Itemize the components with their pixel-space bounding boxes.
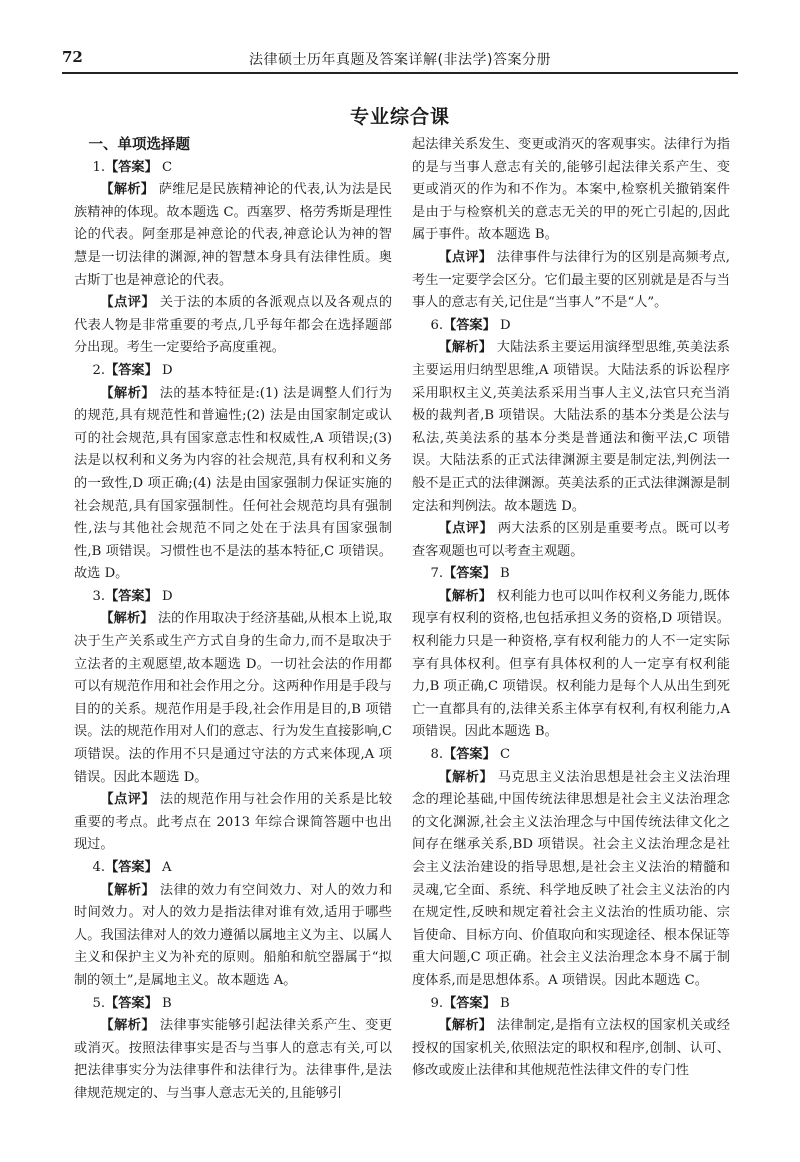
answer-line-q5: 5.【答案】 B: [92, 995, 172, 1011]
page-number: 72: [62, 48, 83, 66]
running-title: 法律硕士历年真题及答案详解(非法学)答案分册: [249, 52, 551, 68]
left-column: [74, 134, 392, 1106]
analysis-q9: 【解析】 法律制定,是指有立法权的国家机关或经授权的国家机关,依照法定的职权和程序,创制、认可、修改或废止法律和其他规范性法律文件的专门性: [412, 1018, 730, 1079]
analysis-q1: 【解析】 萨维尼是民族精神论的代表,认为法是民族精神的体现。故本题选 C。西塞罗、格劳秀斯是理性论的代表。阿奎那是神意论的代表,神意论认为神的智慧是一切法律的渊源,神的智慧本身具有法律性质。奥古斯丁也是神意论的代表。: [74, 182, 392, 288]
analysis-q8: 【解析】 马克思主义法治思想是社会主义法治理念的理论基础,中国传统法律思想是社会主义法治理念的文化渊源,社会主义法治理念与中国传统法律文化之间存在继承关系,BD 项错误。社会主义法治理念是社会主义法治建设的指导思想,是社会主义法治的精髓和灵魂,它全面、系统、科学地反映了社会主义法治的内在规定性,反映和规定着社会主义法治的性质功能、宗旨使命、目标方向、价值取向和实现途径、根本保证等重大问题,C 项正确。社会主义法治理念本身不属于制度体系,而是思想体系。A 项错误。因此本题选 C。: [412, 769, 731, 988]
analysis-q7: 【解析】 权利能力也可以叫作权利义务能力,既体现享有权利的资格,也包括承担义务的资格,D 项错误。权利能力只是一种资格,享有权利能力的人不一定实际享有具体权利。但享有具体权利的人一定享有权利能力,B 项正确,C 项错误。权利能力是每个人从出生到死亡一直都具有的,法律关系主体享有权利,有权利能力,A 项错误。因此本题选 B。: [412, 588, 730, 740]
analysis-q5-continued: 起法律关系发生、变更或消灭的客观事实。法律行为指的是与当事人意志有关的,能够引起法律关系产生、变更或消灭的作为和不作为。本案中,检察机关撤销案件是由于与检察机关的意志无关的甲的死亡引起的,因此属于事件。故本题选 B。: [412, 137, 730, 243]
comment-q5: 【点评】 法律事件与法律行为的区别是高频考点,考生一定要学会区分。它们最主要的区别就是是否与当事人的意志有关,记住是“当事人”不是“人”。: [412, 249, 730, 311]
comment-q1: 【点评】 关于法的本质的各派观点以及各观点的代表人物是非常重要的考点,几乎每年都会在选择题部分出现。考生一定要给予高度重视。: [74, 295, 393, 356]
answer-line-q7: 7.【答案】 B: [430, 566, 510, 582]
analysis-q2: 【解析】 法的基本特征是:(1) 法是调整人们行为的规范,具有规范性和普遍性;(2) 法是由国家制定或认可的社会规范,具有国家意志性和权威性,A 项错误;(3) 法是以权利和义务为内容的社会规范,具有权利和义务的一致性,D 项正确;(4) 法是由国家强制力保证实施的社会规范,具有国家强制性。任何社会规范均具有强制性,法与其他社会规范不同之处在于法具有国家强制性,B 项错误。习惯性也不是法的基本特征,C 项错误。故选 D。: [74, 385, 392, 582]
answer-line-q6: 6.【答案】 D: [430, 317, 511, 333]
comment-q6: 【点评】 两大法系的区别是重要考点。既可以考查客观题也可以考查主观题。: [412, 521, 731, 559]
running-header: [62, 46, 738, 74]
section-title: 专业综合课: [349, 106, 450, 128]
answer-line-q9: 9.【答案】 B: [430, 995, 510, 1011]
answer-line-q3: 3.【答案】 D: [92, 588, 173, 604]
right-column: [412, 134, 730, 1083]
analysis-q4: 【解析】 法律的效力有空间效力、对人的效力和时间效力。对人的效力是指法律对谁有效,适用于哪些人。我国法律对人的效力遵循以属地主义为主、以属人主义和保护主义为补充的原则。船舶和航空器属于“拟制的领土”,是属地主义。故本题选 A。: [74, 882, 393, 988]
answer-line-q4: 4.【答案】 A: [92, 860, 172, 875]
analysis-q5: 【解析】 法律事实能够引起法律关系产生、变更或消灭。按照法律事实是否与当事人的意志有关,可以把法律事实分为法律事件和法律行为。法律事件,是法律规范规定的、与当事人意志无关的,且能够引: [74, 1018, 393, 1101]
answer-line-q1: 1.【答案】 C: [92, 159, 173, 175]
part-heading: 一、单项选择题: [88, 137, 190, 153]
answer-line-q2: 2.【答案】 D: [92, 362, 173, 378]
analysis-q3: 【解析】 法的作用取决于经济基础,从根本上说,取决于生产关系或生产方式自身的生命力,而不是取决于立法者的主观愿望,故本题选 D。一切社会法的作用都可以有规范作用和社会作用之分。这两种作用是手段与目的的关系。规范作用是手段,社会作用是目的,B 项错误。法的规范作用对人们的意志、行为发生直接影响,C 项错误。法的作用不只是通过守法的方式来体现,A 项错误。因此本题选 D。: [74, 611, 393, 785]
answer-line-q8: 8.【答案】 C: [430, 747, 511, 763]
analysis-q6: 【解析】 大陆法系主要运用演绎型思维,英美法系主要运用归纳型思维,A 项错误。大陆法系的诉讼程序采用职权主义,英美法系采用当事人主义,法官只充当消极的裁判者,B 项错误。大陆法系的基本分类是公法与私法,英美法系的基本分类是普通法和衡平法,C 项错误。大陆法系的正式法律渊源主要是制定法,判例法一般不是正式的法律渊源。英美法系的正式法律渊源是制定法和判例法。故本题选 D。: [412, 340, 730, 514]
comment-q3: 【点评】 法的规范作用与社会作用的关系是比较重要的考点。此考点在 2013 年综合课简答题中也出现过。: [74, 792, 393, 853]
